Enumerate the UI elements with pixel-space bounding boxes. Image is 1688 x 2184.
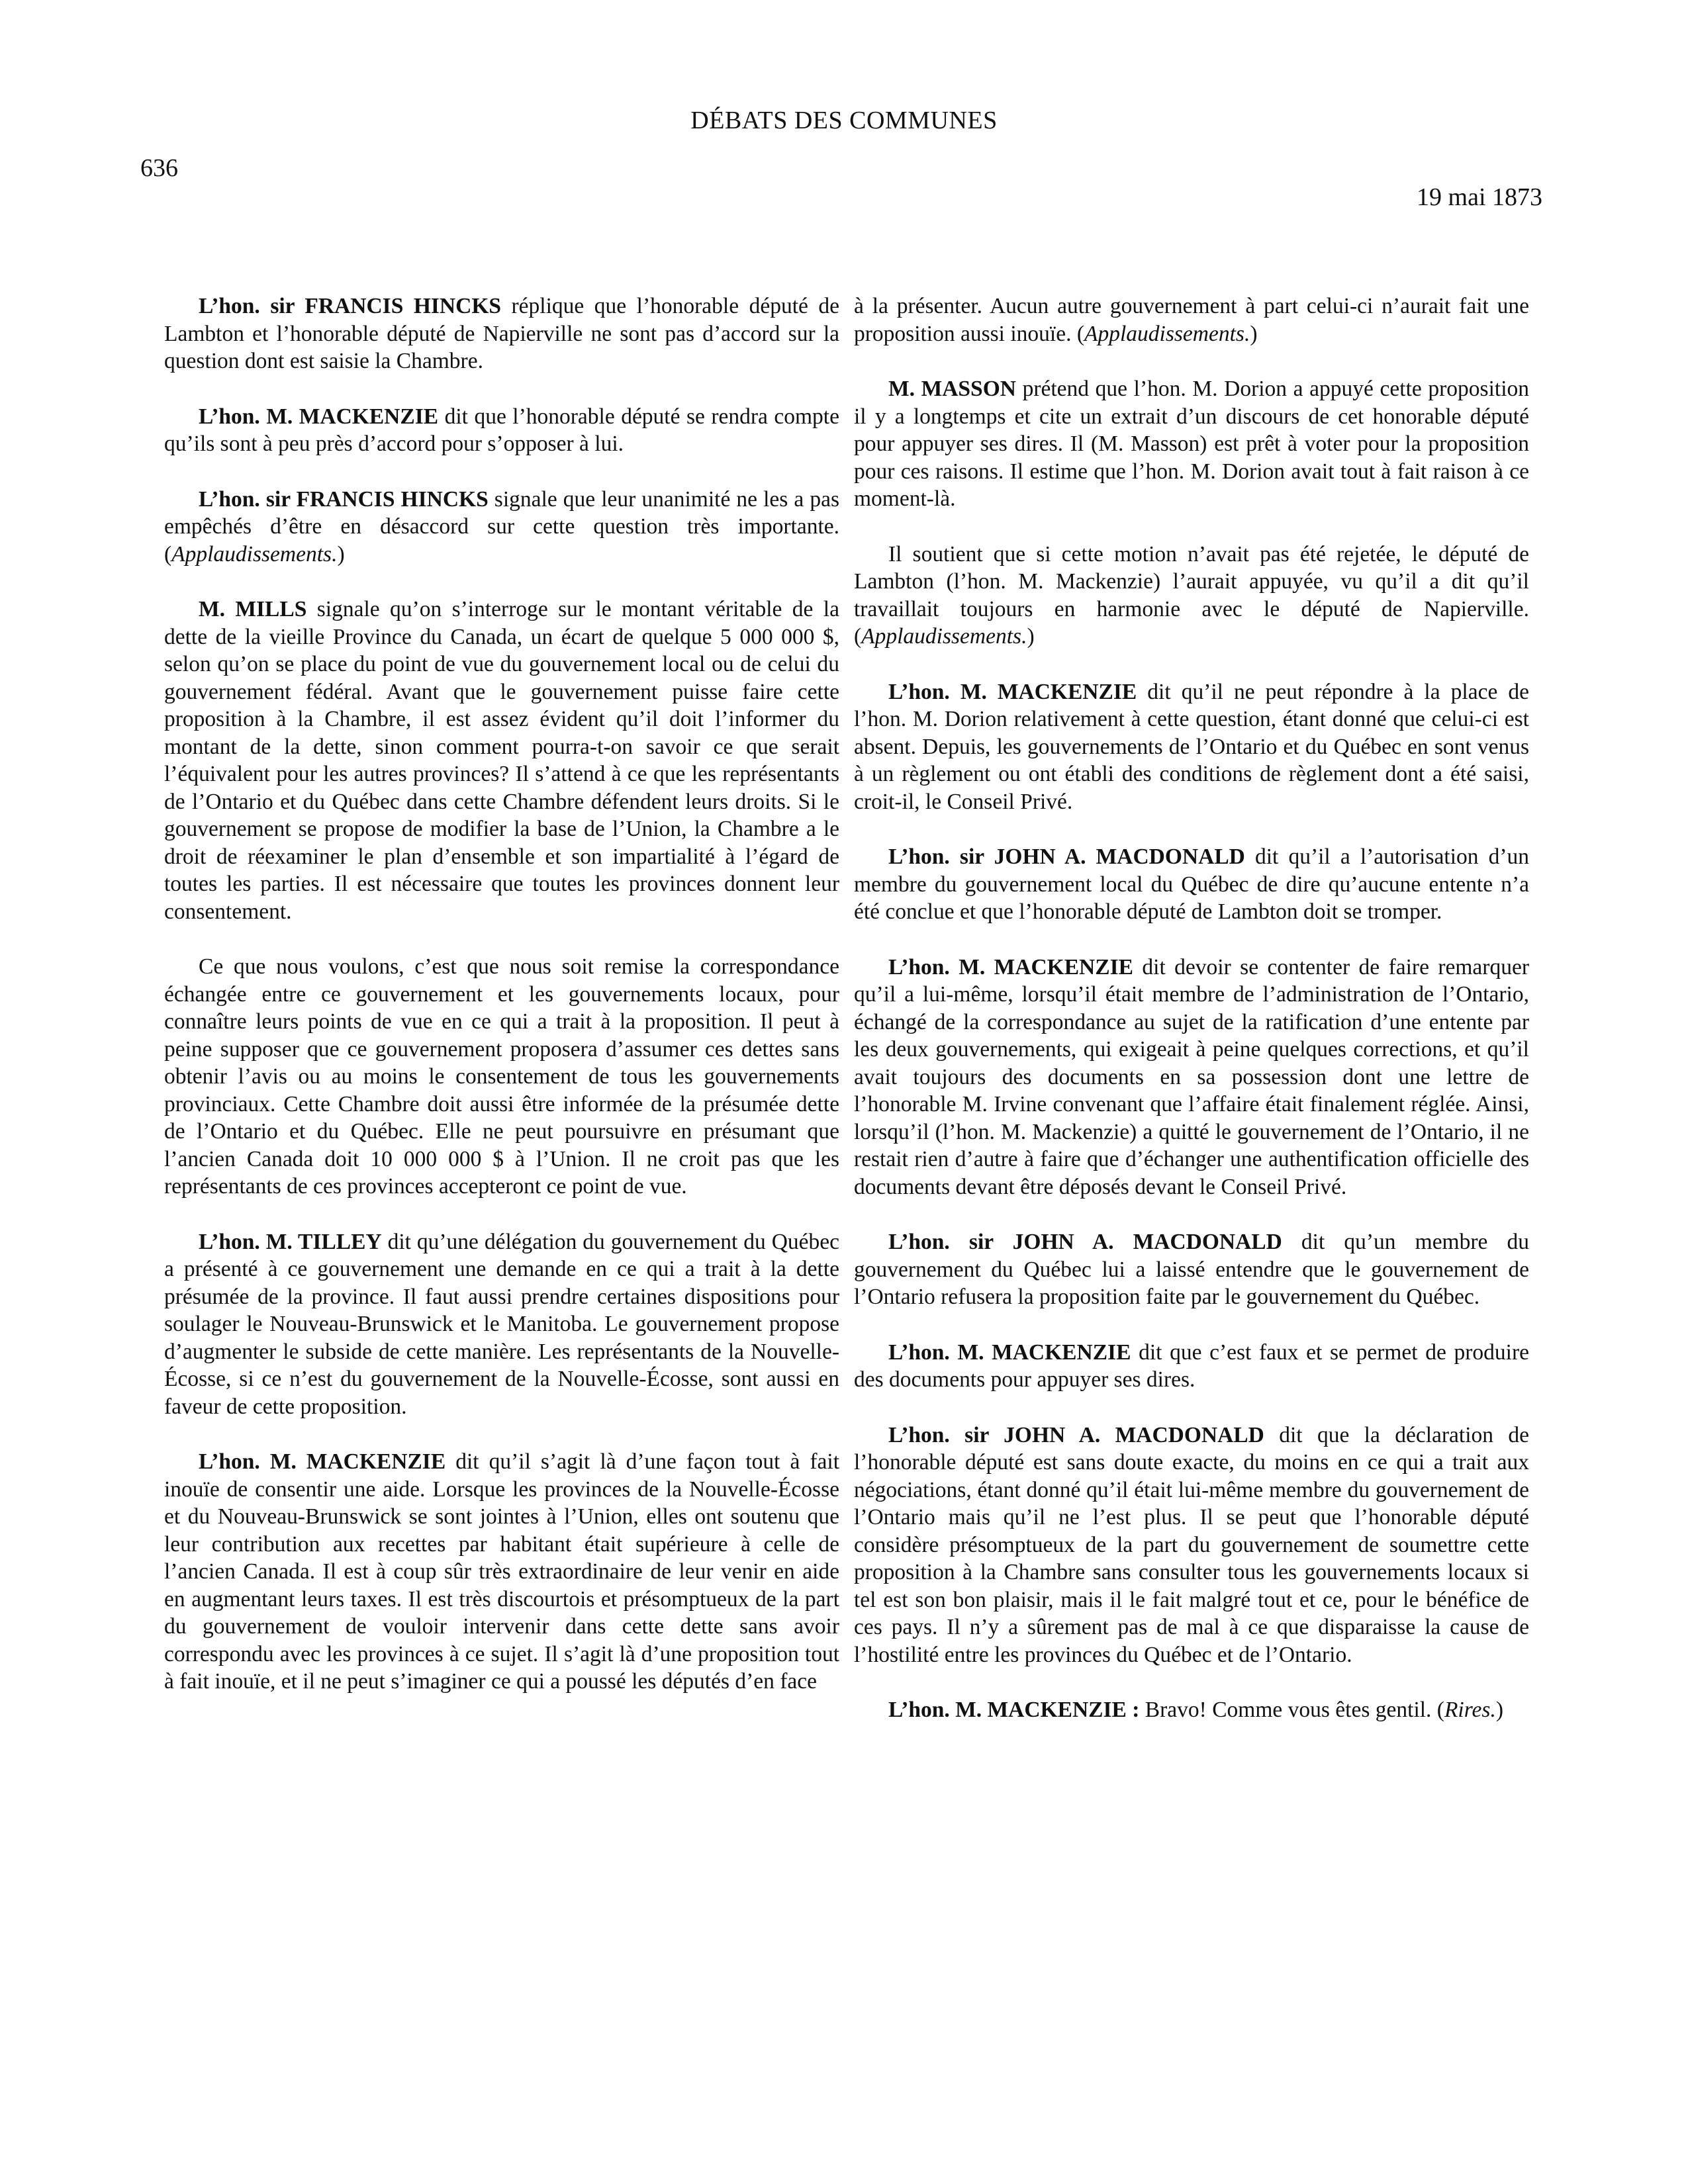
running-title: DÉBATS DES COMMUNES — [690, 107, 998, 134]
paragraph — [164, 596, 839, 925]
paragraph — [164, 486, 839, 569]
speech-text: signale qu’on s’interroge sur le montant véritable de la dette de la vieille Province du Canada, un écart de quelque 5 000 000 $, selon qu’on se place du point de vue du gouvernement local ou de celui du gouvernement fédéral. Avant que le gouvernement puisse faire cette proposition à la Chambre, il est assez évident qu’il doit l’informer du montant de la dette, sinon comment pourra-t-on savoir ce que serait l’équivalent pour les autres provinces? Il s’attend à ce que les représentants de l’Ontario et du Québec dans cette Chambre défendent leurs droits. Si le gouvernement se propose de modifier la base de l’Union, la Chambre a le droit de réexaminer le plan d’ensemble et son impartialité à l’égard de toutes les parties. Il est nécessaire que toutes les provinces donnent leur consentement. — [164, 597, 839, 924]
speech-text: dit que l’honorable député se rendra compte qu’ils sont à peu près d’accord pour s’opposer à lui. — [164, 404, 839, 456]
speech-text-tail: ) — [337, 541, 345, 567]
paragraph — [854, 678, 1529, 816]
paragraph — [164, 953, 839, 1201]
speaker-name: M. MILLS — [199, 597, 307, 621]
paragraph — [854, 1228, 1529, 1311]
speech-text: dit qu’une délégation du gouvernement du Québec a présenté à ce gouvernement une demande en ce qui a trait à la dette présumée de la province. Il faut aussi prendre certaines dispositions pour soulager le Nouveau-Brunswick et le Manitoba. Le gouvernement propose d’augmenter le subside de cette manière. Les représentants de la Nouvelle-Écosse, si ce n’est du gouvernement de la Nouvelle-Écosse, sont aussi en faveur de cette proposition. — [164, 1229, 839, 1419]
reaction-note: Rires. — [1444, 1698, 1496, 1722]
reaction-note: Applaudissements. — [1084, 321, 1250, 346]
paragraph — [164, 1228, 839, 1421]
speech-text: dit qu’il ne peut répondre à la place de l’hon. M. Dorion relativement à cette question, étant donné que celui-ci est absent. Depuis, les gouvernements de l’Ontario et du Québec en sont venus à un règlement ou ont établi des conditions de règlement dont a été saisi, croit-il, le Conseil Privé. — [854, 679, 1529, 814]
speech-text: dit devoir se contenter de faire remarquer qu’il a lui-même, lorsqu’il était membre de l’administration de l’Ontario, échangé de la correspondance au sujet de la ratification d’une entente par les deux gouvernements, qui exigeait à peine quelques corrections, et qu’il avait toujours des documents en sa possession dont une lettre de l’honorable M. Irvine convenant que l’affaire était finalement réglée. Ainsi, lorsqu’il (l’hon. M. Mackenzie) a quitté le gouvernement de l’Ontario, il ne restait rien d’autre à faire que d’échanger une authentification officielle des documents devant être déposés devant le Conseil Privé. — [854, 954, 1529, 1199]
paragraph — [164, 1448, 839, 1696]
speech-text: réplique que l’honorable député de Lambton et l’honorable député de Napierville ne sont pas d’accord sur la question dont est saisie la Chambre. — [164, 294, 839, 373]
speaker-name: L’hon. M. MACKENZIE — [888, 679, 1137, 704]
speech-text: dit qu’il s’agit là d’une façon tout à fait inouïe de consentir une aide. Lorsque les provinces de la Nouvelle-Écosse et du Nouveau-Brunswick se sont jointes à l’Union, elles ont soutenu que leur contribution aux recettes par habitant était supérieure à celle de l’ancien Canada. Il est à coup sûr très extraordinaire de leur venir en aide en augmentant leurs taxes. Il est très discourtois et présomptueux de la part du gouvernement de vouloir intervenir dans cette dette sans avoir correspondu avec les provinces à ce sujet. Il s’agit là d’une proposition tout à fait inouïe, et il ne peut s’imaginer ce qui a poussé les députés d’en face — [164, 1449, 840, 1694]
right-column — [854, 293, 1529, 1752]
paragraph — [854, 1339, 1529, 1394]
speaker-name: L’hon. sir FRANCIS HINCKS — [199, 294, 502, 318]
speaker-name: L’hon. M. MACKENZIE — [199, 404, 439, 429]
page-date: 19 mai 1873 — [1417, 183, 1542, 211]
paragraph — [164, 293, 839, 375]
paragraph — [854, 843, 1529, 926]
speech-text-tail: ) — [1495, 1698, 1503, 1722]
paragraph — [854, 1696, 1529, 1724]
paragraph — [854, 375, 1529, 513]
speaker-name: L’hon. M. MACKENZIE : — [888, 1698, 1140, 1722]
page-number: 636 — [140, 154, 178, 182]
speech-text: dit que la déclaration de l’honorable député est sans doute exacte, du moins en ce qui a trait aux négociations, étant donné qu’il était lui-même membre du gouvernement de l’Ontario mais qu’il ne l’est plus. Il se peut que l’honorable député considère présomptueux de la part du gouvernement de soumettre cette proposition à la Chambre sans consulter tous les gouvernements locaux si tel est son bon plaisir, mais il le fait malgré tout et ce, pour le bénéfice de ces pays. Il n’y a sûrement pas de mal à ce que disparaisse la cause de l’hostilité entre les provinces du Québec et de l’Ontario. — [854, 1422, 1529, 1667]
reaction-note: Applaudissements. — [171, 541, 338, 567]
speaker-name: L’hon. sir JOHN A. MACDONALD — [888, 844, 1245, 869]
speaker-name: L’hon. M. TILLEY — [199, 1229, 382, 1254]
paragraph — [854, 293, 1529, 347]
speech-text: signale que leur unanimité ne les a pas empêchés d’être en désaccord sur cette question très importante. ( — [164, 486, 839, 567]
speaker-name: L’hon. sir JOHN A. MACDONALD — [888, 1230, 1282, 1254]
speaker-name: L’hon. M. MACKENZIE — [888, 1340, 1131, 1365]
speech-text: Ce que nous voulons, c’est que nous soit remise la correspondance échangée entre ce gouvernement et les gouvernements locaux, pour connaître leurs points de vue en ce qui a trait à la proposition. Il peut à peine supposer que ce gouvernement proposera d’assumer ces dettes sans obtenir l’avis ou au moins le consentement de tous les gouvernements provinciaux. Cette Chambre doit aussi être informée de la présumée dette de l’Ontario et du Québec. Elle ne peut poursuivre en présumant que l’ancien Canada doit 10 000 000 $ à l’Union. Il ne croit pas que les représentants de ces provinces accepteront ce point de vue. — [164, 954, 839, 1199]
reaction-note: Applaudissements. — [861, 624, 1027, 649]
speech-text-tail: ) — [1027, 624, 1035, 649]
paragraph — [164, 403, 839, 458]
speaker-name: M. MASSON — [888, 377, 1016, 401]
paragraph — [854, 541, 1529, 651]
speech-text: Il soutient que si cette motion n’avait pas été rejetée, le député de Lambton (l’hon. M. Mackenzie) l’aurait appuyée, vu qu’il a dit qu’il travaillait toujours en harmonie avec le député de Napierville. ( — [854, 541, 1529, 649]
speech-text: à la présenter. Aucun autre gouvernement à part celui-ci n’aurait fait une proposition aussi inouïe. ( — [854, 294, 1529, 346]
speech-text: dit que c’est faux et se permet de produire des documents pour appuyer ses dires. — [854, 1340, 1529, 1392]
left-column — [164, 293, 839, 1723]
speaker-name: L’hon. sir FRANCIS HINCKS — [199, 486, 489, 512]
speech-text-tail: ) — [1250, 321, 1258, 346]
speech-text: prétend que l’hon. M. Dorion a appuyé cette proposition il y a longtemps et cite un extrait d’un discours de cet honorable député pour appuyer ses dires. Il (M. Masson) est prêt à voter pour la proposition pour ces raisons. Il estime que l’hon. M. Dorion avait tout à fait raison à ce moment-là. — [854, 377, 1529, 511]
paragraph — [854, 954, 1529, 1201]
speech-text: dit qu’un membre du gouvernement du Québec lui a laissé entendre que le gouvernement de l’Ontario refusera la proposition faite par le gouvernement du Québec. — [854, 1230, 1529, 1309]
speech-text: dit qu’il a l’autorisation d’un membre du gouvernement local du Québec de dire qu’aucune entente n’a été conclue et que l’honorable député de Lambton doit se tromper. — [854, 844, 1529, 924]
speaker-name: L’hon. M. MACKENZIE — [199, 1449, 446, 1474]
speaker-name: L’hon. sir JOHN A. MACDONALD — [888, 1422, 1264, 1447]
speech-text: Bravo! Comme vous êtes gentil. ( — [1139, 1698, 1444, 1722]
paragraph — [854, 1422, 1529, 1669]
speaker-name: L’hon. M. MACKENZIE — [888, 954, 1133, 979]
